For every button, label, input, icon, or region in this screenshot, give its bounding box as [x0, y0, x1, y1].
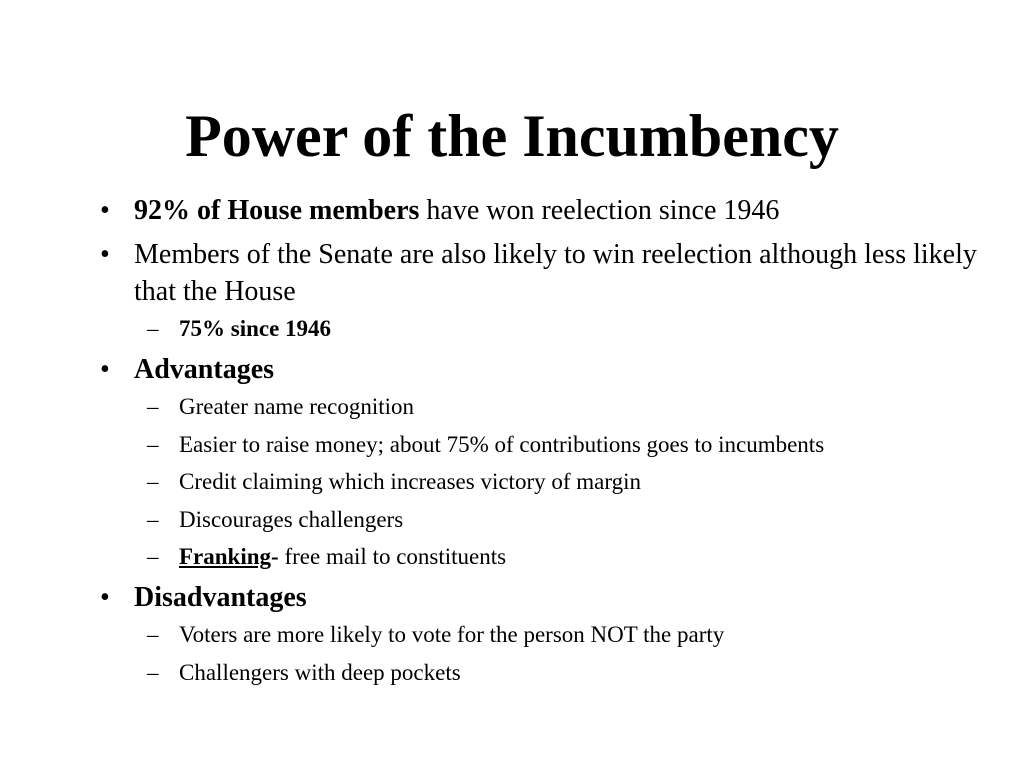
- sub-bullet-text: Easier to raise money; about 75% of contributions goes to incumbents: [179, 431, 825, 457]
- sub-bullet-name-recognition: [134, 391, 980, 422]
- bullet-marker: •: [100, 239, 110, 270]
- dash-marker: –: [147, 659, 159, 685]
- sub-bullet-text: Discourages challengers: [179, 506, 404, 532]
- bullet-senate-reelection: [100, 236, 980, 344]
- sub-bullet-credit-claiming: [134, 466, 980, 497]
- bullet-house-bold: 92% of House members: [134, 195, 420, 226]
- dash-marker: –: [147, 316, 159, 341]
- bullet-house-text: have won reelection since 1946: [419, 195, 780, 226]
- bullet-advantages: [100, 351, 980, 572]
- franking-definition: free mail to constituents: [278, 544, 507, 569]
- bullet-list: [100, 192, 980, 695]
- sub-bullet-raise-money: [134, 429, 980, 460]
- disadvantages-sub-list: [134, 619, 980, 688]
- franking-term: Franking: [179, 544, 272, 569]
- dash-marker: –: [147, 622, 159, 647]
- dash-marker: –: [147, 394, 159, 419]
- dash-marker: –: [147, 431, 159, 457]
- bullet-senate-text: Members of the Senate are also likely to win reelection although less likely that the House: [134, 239, 977, 307]
- sub-bullet-person-not-party: [134, 619, 980, 650]
- franking-hyphen: -: [271, 544, 279, 569]
- dash-marker: –: [147, 544, 159, 569]
- senate-sub-list: [134, 313, 980, 344]
- sub-bullet-text: Credit claiming which increases victory of margin: [179, 469, 641, 494]
- bullet-marker: •: [100, 354, 110, 385]
- sub-bullet-text: Greater name recognition: [179, 394, 414, 419]
- bullet-disadvantages: [100, 579, 980, 688]
- slide-title: Power of the Incumbency: [185, 103, 839, 169]
- dash-marker: –: [147, 469, 159, 494]
- bullet-marker: •: [100, 582, 110, 613]
- advantages-sub-list: [134, 391, 980, 572]
- bullet-marker: •: [100, 195, 110, 226]
- sub-bullet-senate-rate: [134, 313, 980, 344]
- sub-bullet-franking: [134, 541, 980, 572]
- sub-bullet-deep-pockets: [134, 657, 980, 688]
- sub-bullet-text: Challengers with deep pockets: [179, 659, 461, 685]
- sub-bullet-text: Voters are more likely to vote for the person NOT the party: [179, 622, 725, 647]
- dash-marker: –: [147, 506, 159, 532]
- bullet-house-reelection: [100, 192, 980, 229]
- bullet-advantages-heading: Advantages: [134, 354, 275, 385]
- sub-bullet-discourages-challengers: [134, 504, 980, 535]
- bullet-disadvantages-heading: Disadvantages: [134, 582, 307, 613]
- sub-bullet-senate-rate-text: 75% since 1946: [179, 316, 332, 341]
